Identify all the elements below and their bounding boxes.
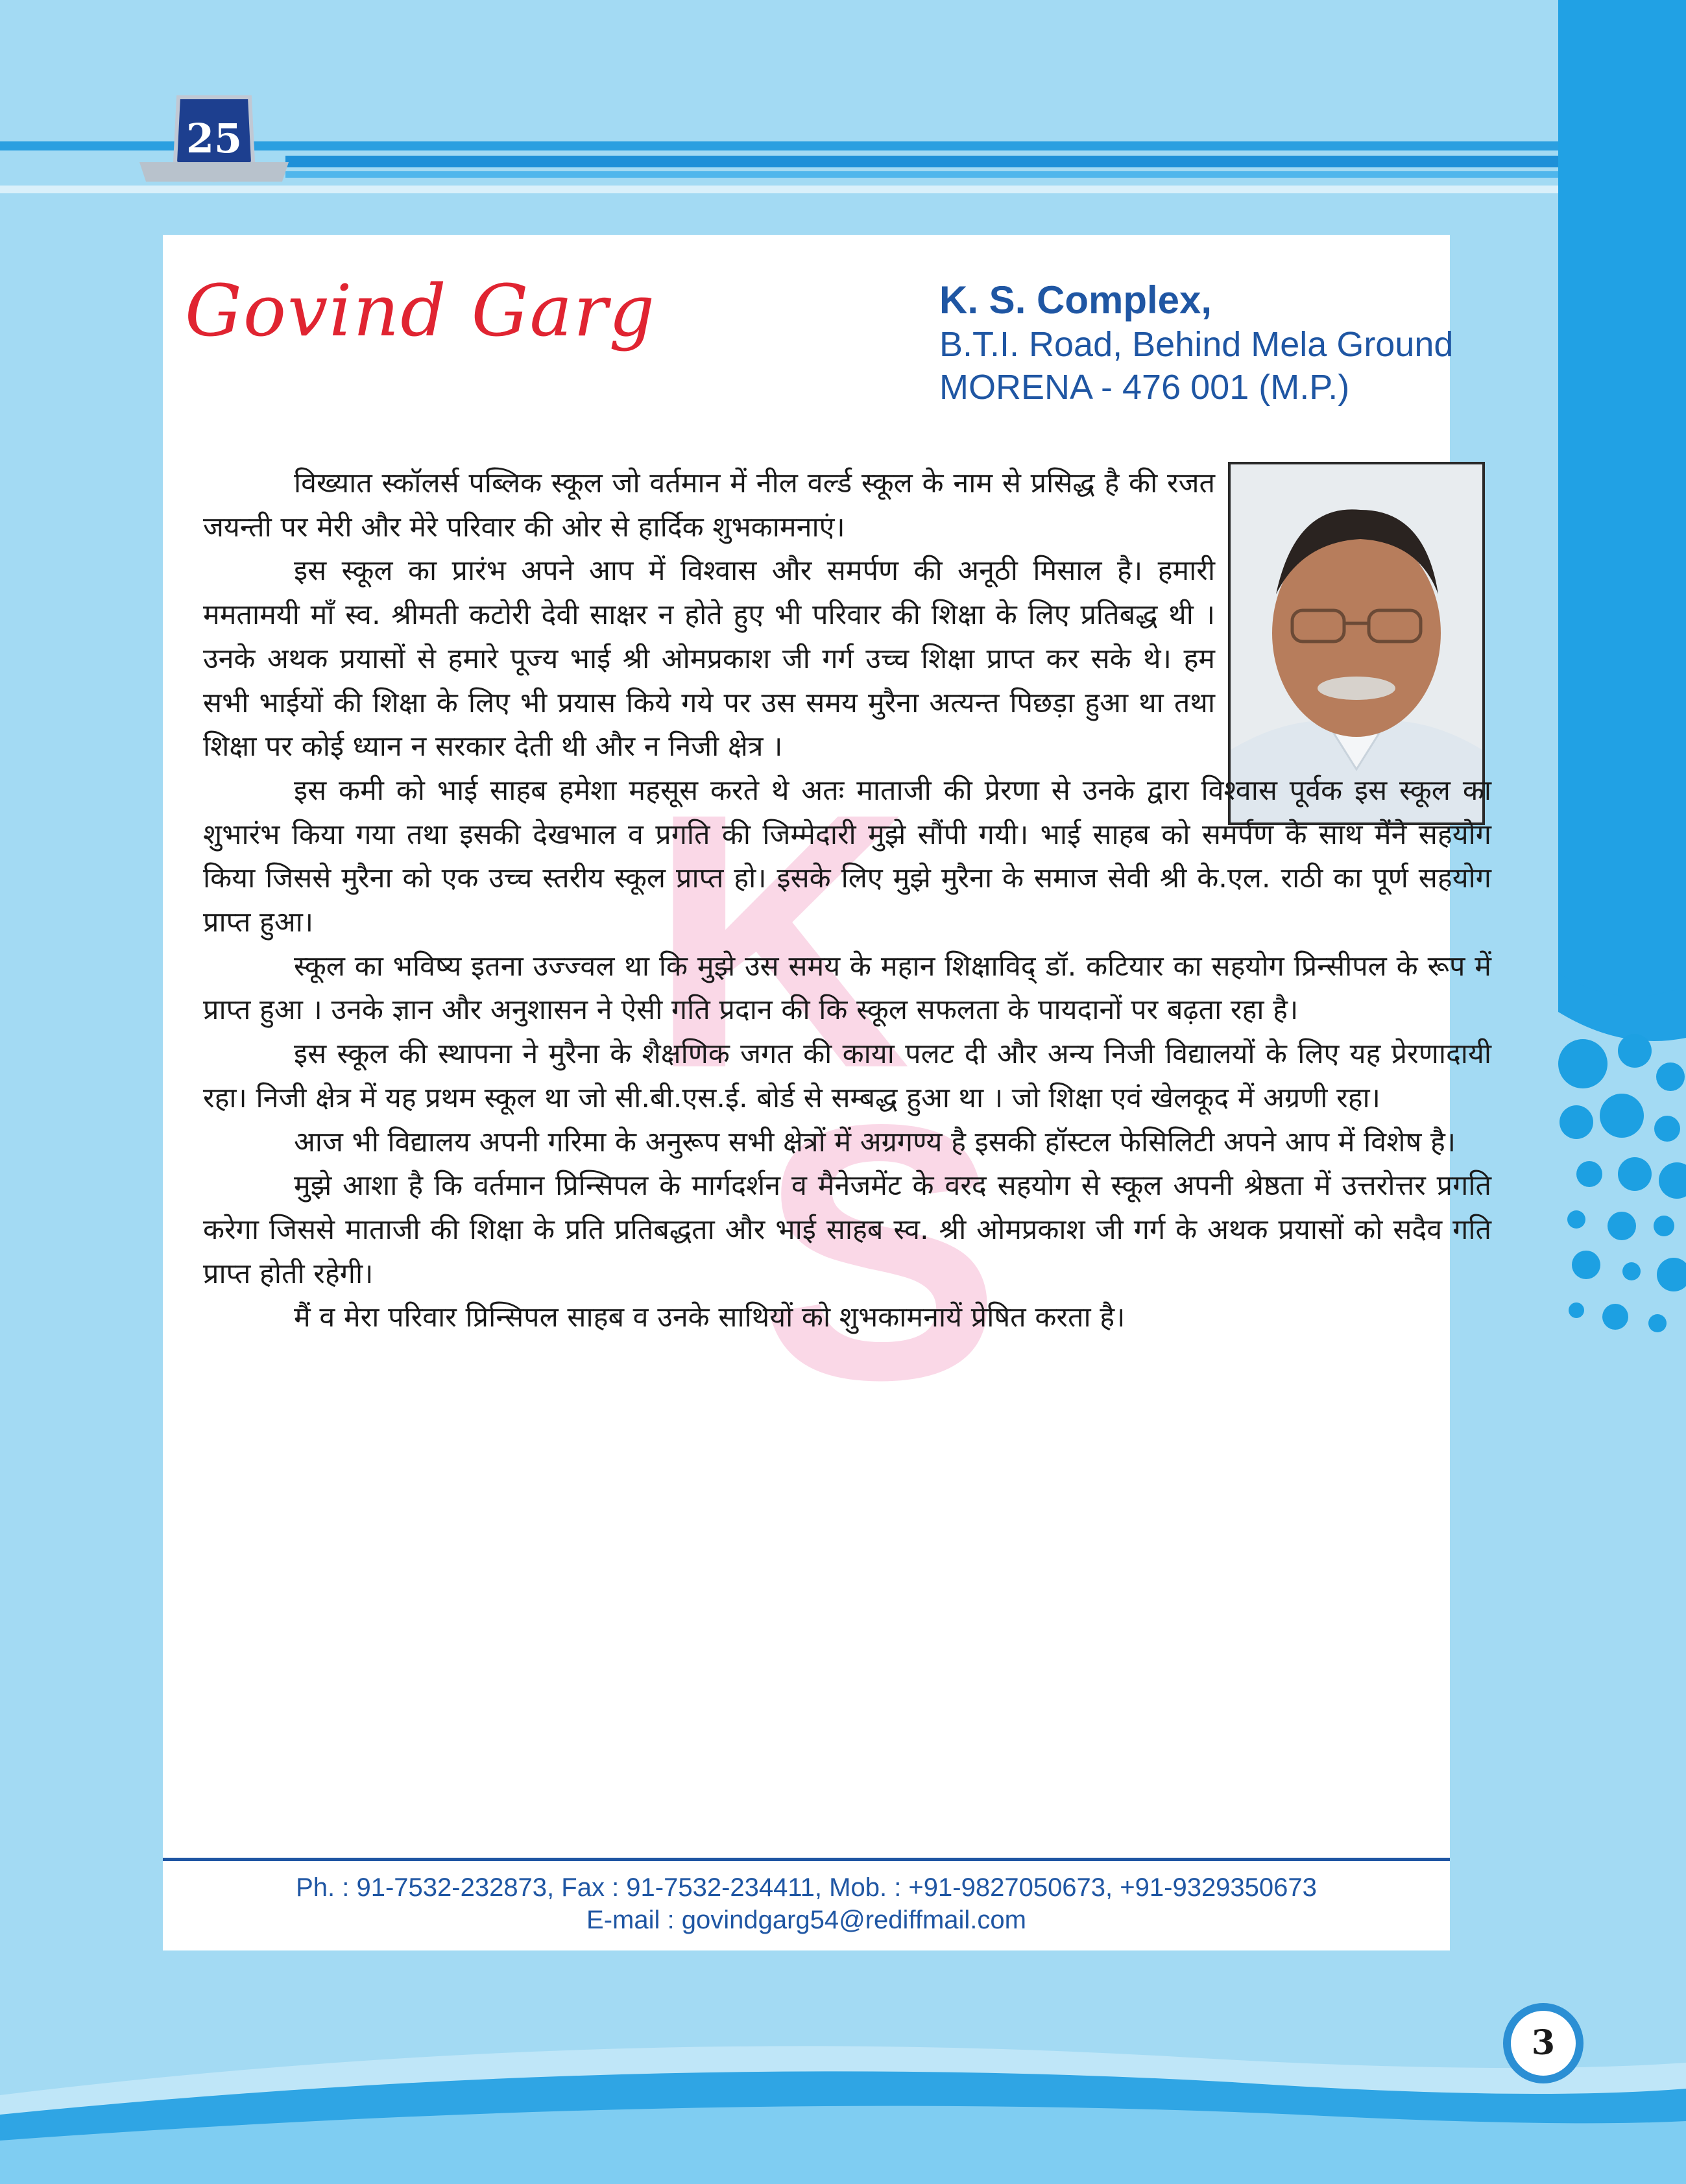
paragraph-8: मैं व मेरा परिवार प्रिन्सिपल साहब व उनके साथियों को शुभकामनायें प्रेषित करता है। <box>294 1301 1126 1334</box>
contact-email: E-mail : govindgarg54@rediffmail.com <box>586 1906 1026 1934</box>
paragraph-4: स्कूल का भविष्य इतना उज्ज्वल था कि मुझे उस समय के महान शिक्षाविद् डॉ. कटियार का सहयोग प्रिन्सीपल के रूप में प्राप्त हुआ । उनके ज्ञान और अनुशासन ने ऐसी गति प्रदान की कि स्कूल सफलता के पायदानों पर बढ़ता रहा है। <box>203 950 1491 1027</box>
paragraph-3: इस कमी को भाई साहब हमेशा महसूस करते थे अतः माताजी की प्रेरणा से उनके द्वारा विश्वास पूर्वक इस स्कूल का शुभारंभ किया गया तथा इसकी देखभाल व प्रगति की जिम्मेदारी मुझे सौंपी गयी। भाई साहब को समर्पण के साथ मैंने सहयोग किया जिससे मुरैना को एक उच्च स्तरीय स्कूल प्राप्त हो। इसके लिए मुझे मुरैना के समाज सेवी श्री के.एल. राठी का पूर्ण सहयोग प्राप्त हुआ। <box>203 774 1491 939</box>
letter-body <box>203 462 1491 1340</box>
top-stripe <box>285 171 1686 178</box>
address-line-3: MORENA - 476 001 (M.P.) <box>939 368 1350 407</box>
watermark-k: K <box>649 738 911 1144</box>
address-block <box>939 278 1453 409</box>
anniversary-badge-icon <box>133 84 295 214</box>
right-band <box>1558 0 1686 1002</box>
svg-text:25: 25 <box>186 115 243 162</box>
contact-footer <box>163 1871 1450 1936</box>
paragraph-1: विख्यात स्कॉलर्स पब्लिक स्कूल जो वर्तमान में नील वर्ल्ड स्कूल के नाम से प्रसिद्ध है की रजत जयन्ती पर मेरी और मेरे परिवार की ओर से हार्दिक शुभकामनाएं। <box>203 467 1215 544</box>
page-number: 3 <box>1503 2003 1584 2083</box>
address-line-2: B.T.I. Road, Behind Mela Ground <box>939 325 1454 364</box>
paragraph-6: आज भी विद्यालय अपनी गरिमा के अनुरूप सभी क्षेत्रों में अग्रगण्य है इसकी हॉस्टल फेसिलिटी अपने आप में विशेष है। <box>294 1125 1456 1158</box>
signature: Govind Garg <box>185 269 656 352</box>
footer-divider <box>163 1858 1450 1861</box>
contact-phones: Ph. : 91-7532-232873, Fax : 91-7532-234411, Mob. : +91-9827050673, +91-9329350673 <box>296 1873 1317 1902</box>
paragraph-7: मुझे आशा है कि वर्तमान प्रिन्सिपल के मार्गदर्शन व मैनेजमेंट के वरद सहयोग से स्कूल अपनी श्रेष्ठता में उत्तरोत्तर प्रगति करेगा जिससे माताजी की शिक्षा के प्रति प्रतिबद्धता और भाई साहब स्व. श्री ओमप्रकाश जी गर्ग के अथक प्रयासों को सदैव गति प्राप्त होती रहेगी। <box>203 1170 1492 1290</box>
paragraph-5: इस स्कूल की स्थापना ने मुरैना के शैक्षणिक जगत की काया पलट दी और अन्य निजी विद्यालयों के लिए यह प्रेरणादायी रहा। निजी क्षेत्र में यह प्रथम स्कूल था जो सी.बी.एस.ई. बोर्ड से सम्बद्ध हुआ था । जो शिक्षा एवं खेलकूद में अग्रणी रहा। <box>203 1038 1491 1114</box>
address-line-1: K. S. Complex, <box>939 278 1212 322</box>
watermark-s: S <box>759 1049 1002 1455</box>
paragraph-2: इस स्कूल का प्रारंभ अपने आप में विश्वास और समर्पण की अनूठी मिसाल है। हमारी ममतामयी माँ स्व. श्रीमती कटोरी देवी साक्षर न होते हुए भी परिवार की शिक्षा के लिए प्रतिबद्ध थी । उनके अथक प्रयासों से हमारे पूज्य भाई श्री ओमप्रकाश जी गर्ग उच्च शिक्षा प्राप्त कर सके थे। हम सभी भाईयों की शिक्षा के लिए भी प्रयास किये गये पर उस समय मुरैना अत्यन्त पिछड़ा हुआ था तथा शिक्षा पर कोई ध्यान न सरकार देती थी और न निजी क्षेत्र । <box>203 555 1215 763</box>
top-stripe <box>285 156 1686 167</box>
